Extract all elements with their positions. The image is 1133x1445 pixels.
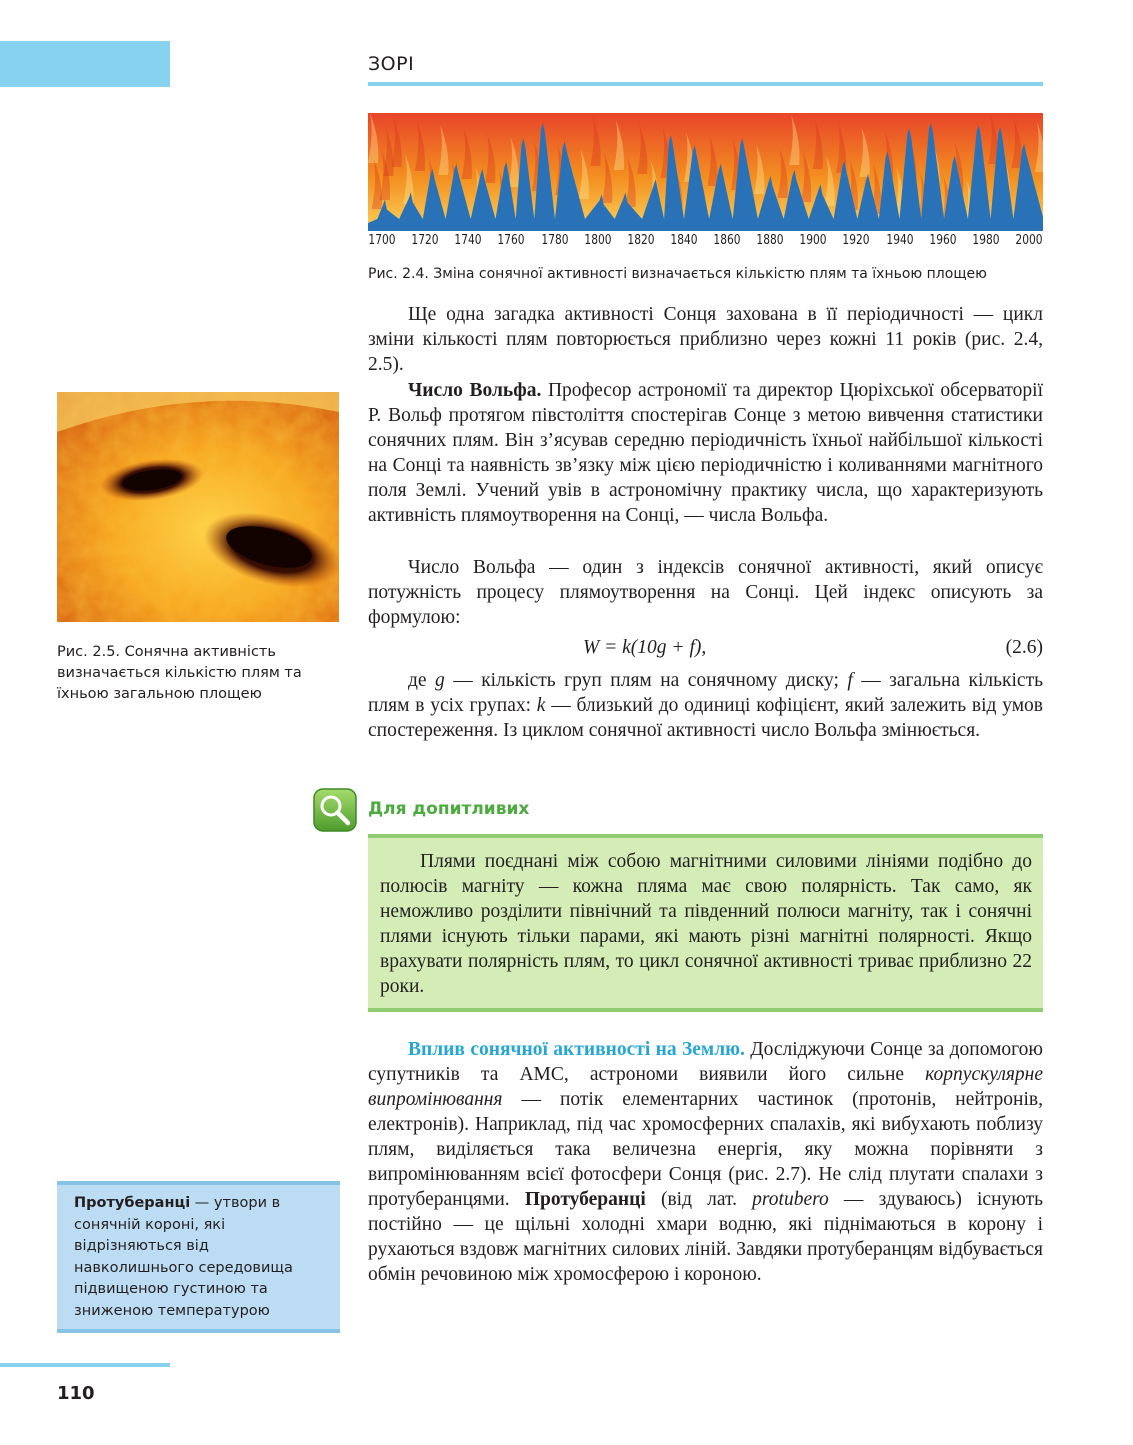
year-tick-label: 1940 — [886, 233, 914, 248]
text-segment: — близький до одиниці кофіцієнт, який залежить від умов спостереження. Із циклом сонячної активності число Вольфа змінюється. — [368, 695, 1043, 741]
curious-box — [368, 834, 1043, 1012]
definition-body: — утвори в сонячній короні, які відрізняються від навколишнього середовища підвищеною густиною та зниженою температурою — [74, 1195, 293, 1319]
wolf-formula: W = k(10g + f), — [583, 637, 707, 658]
formula-line — [368, 637, 1043, 663]
text-segment: — потік елементарних частинок (протонів, нейтронів, електронів). Наприклад, під час хромосферних спалахів, які вибухають поблизу плям, виділяється така величезна енергія, яку можна порівняти з випромінюванням всієї фотосфери Сонця (рис. 2.7). Не слід плутати спалахи з протуберанцями. — [368, 1089, 1043, 1210]
header-rule — [368, 82, 1043, 86]
paragraph-wolf-number — [368, 378, 1043, 528]
year-tick-label: 1860 — [713, 233, 741, 248]
year-tick-label: 1900 — [799, 233, 827, 248]
sunspot-photo — [57, 392, 339, 622]
chart-canvas — [368, 113, 1043, 231]
year-tick-label: 1740 — [454, 233, 482, 248]
paragraph-periodicity: Ще одна загадка активності Сонця захована в її періодичності — цикл зміни кількості плям повторюється приблизно через кожні 11 років (рис. 2.4, 2.5). — [368, 304, 1043, 375]
year-tick-label: 1980 — [972, 233, 1000, 248]
year-tick-label: 1780 — [540, 233, 569, 248]
definition-term: Протуберанці — [74, 1195, 191, 1211]
var-f: f — [847, 670, 853, 691]
year-tick-label: 1720 — [411, 233, 439, 248]
year-tick-label: 1820 — [627, 233, 655, 248]
text-segment: — загальна кількість плям в усіх групах: — [368, 670, 1043, 716]
footer-rule — [0, 1363, 170, 1367]
year-tick-label: 1800 — [584, 233, 612, 248]
solar-influence-heading: Вплив сонячної активності на Землю. — [408, 1039, 745, 1060]
chapter-title: ЗОРІ — [368, 53, 415, 75]
solar-activity-chart — [368, 113, 1043, 231]
paragraph-wolf-index: Число Вольфа — один з індексів сонячної активності, який описує потужність процесу плямоутворення на Сонці. Цей індекс описують за формулою: — [368, 557, 1043, 628]
year-tick-label: 2000 — [1015, 233, 1043, 248]
text-segment: Досліджуючи Сонце за допомогою супутників та АМС, астрономи виявили його сильне — [368, 1039, 1043, 1085]
corner-tab — [0, 41, 170, 87]
year-tick-label: 1920 — [842, 233, 871, 248]
wolf-number-heading: Число Вольфа. — [408, 380, 542, 401]
text-segment: (від лат. — [645, 1189, 753, 1210]
year-axis — [368, 233, 1043, 251]
figure-2-5-caption: Рис. 2.5. Сонячна активність визначається кількістю плям та їхньою загальною площею — [57, 644, 302, 702]
year-tick-label: 1760 — [497, 233, 525, 248]
text-segment: де — [408, 670, 436, 691]
sunspot-image — [57, 392, 339, 622]
paragraph-solar-influence — [368, 1037, 1043, 1287]
figure-2-4-caption: Рис. 2.4. Зміна сонячної активності визначається кількістю плям та їхньою площею — [368, 266, 987, 282]
wolf-number-text: Професор астрономії та директор Цюріхської обсерваторії Р. Вольф протягом півстоліття спостерігав Сонце з метою вивчення статистики сонячних плям. Він з’ясував середню періодичність їхньої найбільшої кількості на Сонці та наявність зв’язку між цією періодичністю і коливаннями магнітного поля Землі. Учений увів в астрономічну практику числа, що характеризують активність плямоутворення на Сонці, — числа Вольфа. — [368, 380, 1044, 526]
formula-number: (2.6) — [1005, 637, 1043, 658]
year-tick-label: 1880 — [756, 233, 784, 248]
page-number: 110 — [57, 1383, 95, 1404]
bold-term: Протуберанці — [524, 1189, 646, 1210]
text-segment: — кількість груп плям на сонячному диску; — [444, 670, 848, 691]
var-k: k — [536, 695, 546, 716]
magnifier-icon — [313, 788, 357, 832]
var-g: g — [435, 670, 445, 691]
curious-text: Плями поєднані між собою магнітними силовими лініями подібно до полюсів магніту — кожна пляма має свою полярність. Так само, як неможливо розділити північний та південний полюси магніту, так і сонячні плями існують тільки парами, які мають різні магнітні полярності. Якщо врахувати полярність плям, то цикл сонячної активності триває приблизно 22 роки. — [380, 851, 1032, 997]
definition-box — [57, 1181, 340, 1333]
definition-text — [74, 1193, 329, 1322]
curious-section-title: Для допитливих — [368, 799, 530, 819]
latin-term: protubero — [752, 1189, 829, 1210]
year-tick-label: 1700 — [368, 233, 396, 248]
text-segment: — здуваюсь) існують постійно — це щільні холодні хмари водню, які піднімаються в корону і рухаються вздовж магнітних силових ліній. Завдяки протуберанцям відбувається обмін речовиною між хромосферою і короною. — [368, 1189, 1043, 1285]
paragraph-formula-explanation — [368, 668, 1043, 743]
year-tick-label: 1960 — [929, 233, 957, 248]
italic-term: корпускулярне випромінювання — [368, 1064, 1043, 1110]
year-tick-label: 1840 — [670, 233, 698, 248]
